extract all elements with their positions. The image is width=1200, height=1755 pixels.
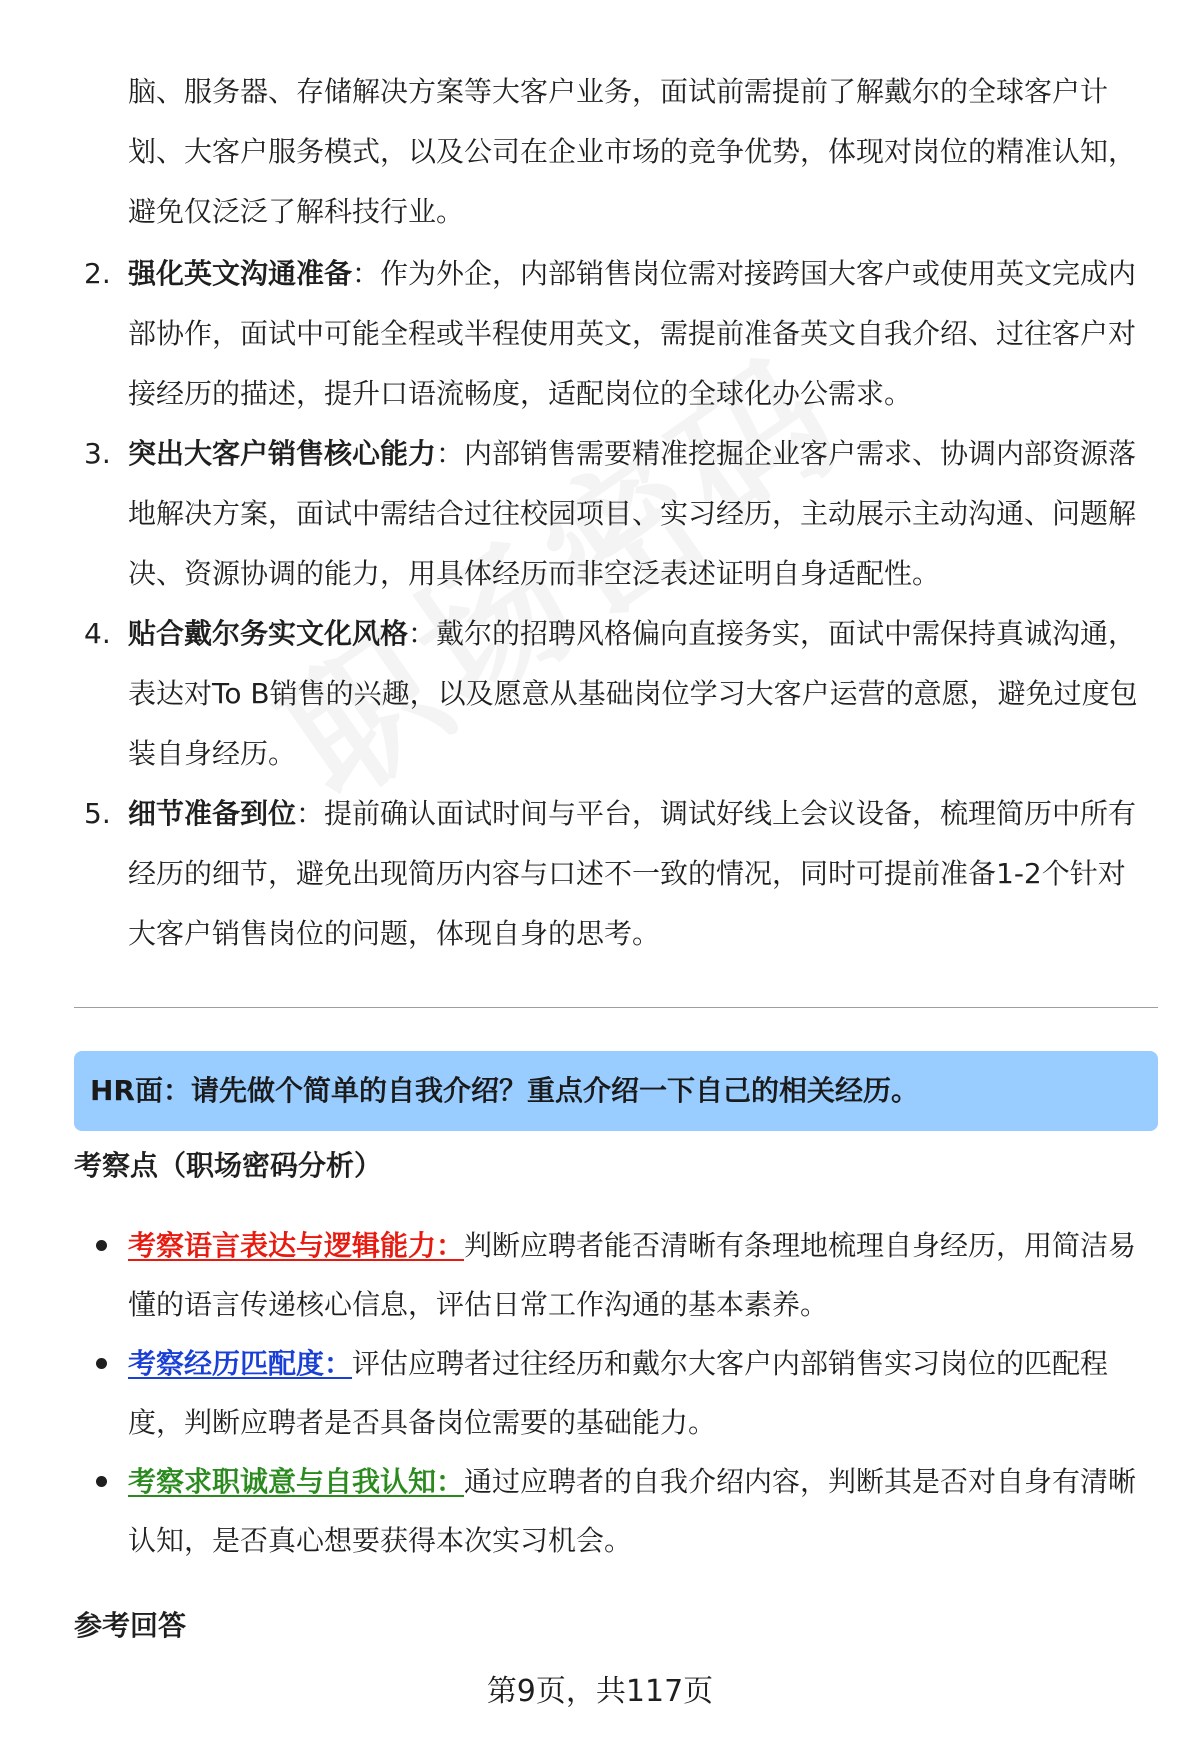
point-body: 通过应聘者的自我介绍内容，判断其是否对自身有清晰认知，是否真心想要获得本次实习机会。 [128,1465,1137,1557]
tip-number: 5. [84,797,111,830]
bullet-icon [96,1240,107,1251]
point-title: 考察求职诚意与自我认知： [128,1465,465,1498]
tip-title: 贴合戴尔务实文化风格 [128,617,409,650]
tip-body: ：提前确认面试时间与平台，调试好线上会议设备，梳理简历中所有经历的细节，避免出现简历内容与口述不一致的情况，同时可提前准备1-2个针对大客户销售岗位的问题，体现自身的思考。 [128,797,1137,950]
tip-number: 4. [84,617,111,650]
point-body: 评估应聘者过往经历和戴尔大客户内部销售实习岗位的匹配程度，判断应聘者是否具备岗位需要的基础能力。 [128,1347,1109,1439]
page-number: 第9页，共117页 [486,1674,714,1709]
answer-heading: 参考回答 [74,1609,187,1642]
tip-item [0,784,1138,964]
point-body: 判断应聘者能否清晰有条理地梳理自身经历，用简洁易懂的语言传递核心信息，评估日常工作沟通的基本素养。 [128,1229,1137,1321]
point-title: 考察经历匹配度： [128,1347,353,1380]
tip-item [0,424,1138,604]
tip-number: 2. [84,257,111,290]
assessment-point [0,1334,1138,1452]
analysis-heading: 考察点（职场密码分析） [74,1149,383,1182]
assessment-points-list [0,1216,1200,1570]
tip-title: 细节准备到位 [128,797,297,830]
tip-body: ：戴尔的招聘风格偏向直接务实，面试中需保持真诚沟通，表达对To B销售的兴趣，以及愿意从基础岗位学习大客户运营的意愿，避免过度包装自身经历。 [128,617,1138,770]
question-banner: HR面：请先做个简单的自我介绍？重点介绍一下自己的相关经历。 [74,1051,1158,1131]
tip-item [0,244,1138,424]
point-title: 考察语言表达与逻辑能力： [128,1229,465,1262]
tip-title: 强化英文沟通准备 [128,257,353,290]
tip-body: ：作为外企，内部销售岗位需对接跨国大客户或使用英文完成内部协作，面试中可能全程或半程使用英文，需提前准备英文自我介绍、过往客户对接经历的描述，提升口语流畅度，适配岗位的全球化办公需求。 [128,257,1137,410]
tips-list [0,244,1200,964]
tip-title: 突出大客户销售核心能力 [128,437,437,470]
bullet-icon [96,1358,107,1369]
tip-body: ：内部销售需要精准挖掘企业客户需求、协调内部资源落地解决方案，面试中需结合过往校园项目、实习经历，主动展示主动沟通、问题解决、资源协调的能力，用具体经历而非空泛表述证明自身适配性。 [128,437,1137,590]
assessment-point [0,1216,1138,1334]
section-divider [74,1007,1158,1008]
intro-paragraph: 脑、服务器、存储解决方案等大客户业务，面试前需提前了解戴尔的全球客户计划、大客户服务模式，以及公司在企业市场的竞争优势，体现对岗位的精准认知，避免仅泛泛了解科技行业。 [128,75,1137,228]
tip-item [0,604,1138,784]
assessment-point [0,1452,1138,1570]
tip-number: 3. [84,437,111,470]
bullet-icon [96,1476,107,1487]
